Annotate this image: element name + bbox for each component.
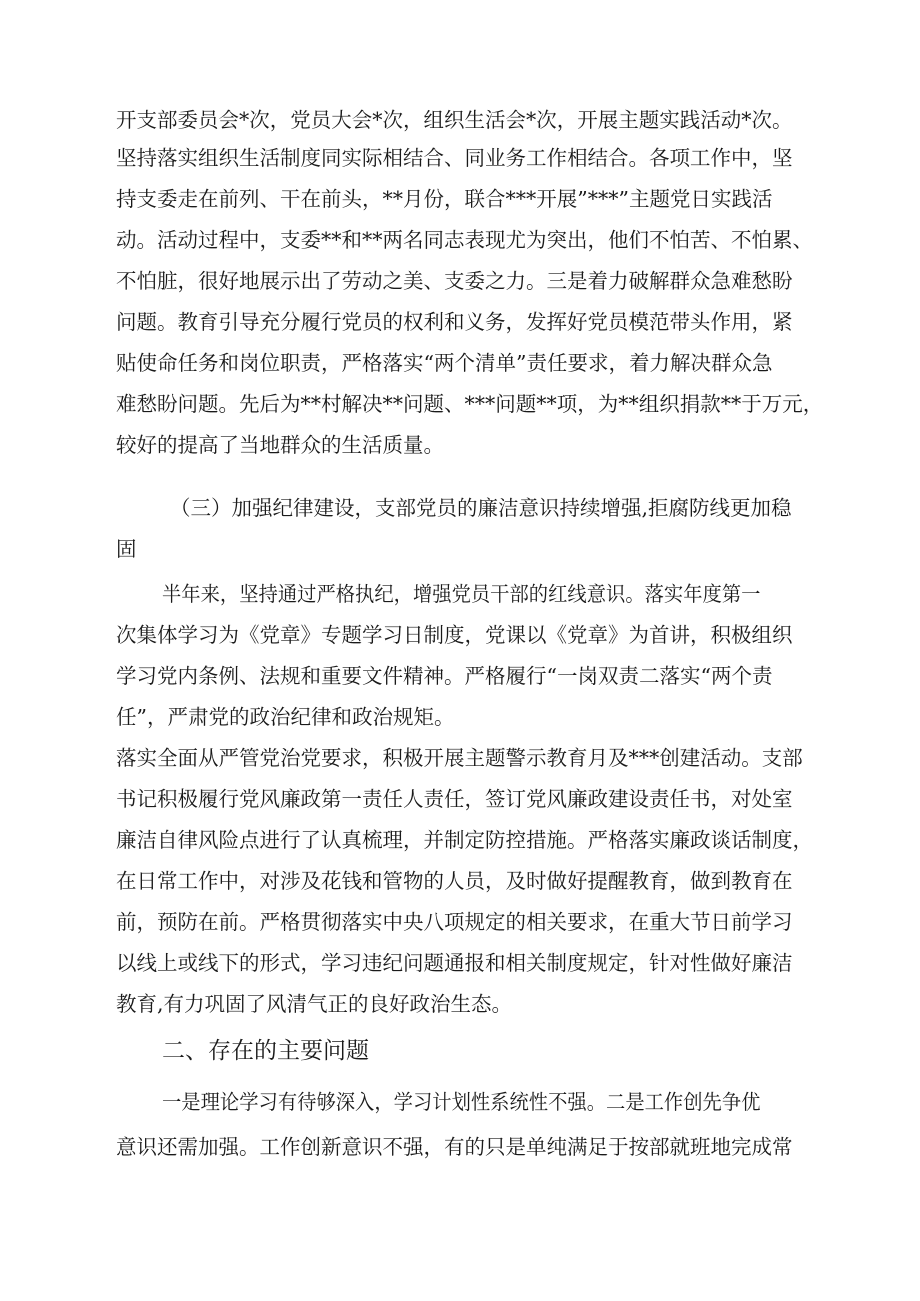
text-line: 动。活动过程中，支委**和**两名同志表现尤为突出，他们不怕苦、不怕累、 [116,228,813,252]
text-line: 开支部委员会*次，党员大会*次，组织生活会*次，开展主题实践活动*次。 [116,108,793,132]
text-line: 一是理论学习有待够深入，学习计划性系统性不强。二是工作创先争优 [162,1090,761,1114]
text-line: 前，预防在前。严格贯彻落实中央八项规定的相关要求，在重大节日前学习 [116,910,793,934]
text-line: 任”，严肃党的政治纪律和政治规矩。 [116,705,455,729]
section-heading: 二、存在的主要问题 [162,1038,369,1064]
text-line: 难愁盼问题。先后为**村解决**问题、***问题**项，为**组织捐款**于万元， [116,392,824,416]
text-line: 学习党内条例、法规和重要文件精神。严格履行“一岗双责二落实“两个责 [116,664,773,688]
text-line: 次集体学习为《党章》专题学习日制度，党课以《党章》为首讲，积极组织 [116,623,793,647]
text-line: 廉洁自律风险点进行了认真梳理，并制定防控措施。严格落实廉政谈话制度， [116,828,813,852]
text-line: 问题。教育引导充分履行党员的权利和义务，发挥好党员模范带头作用，紧 [116,310,793,334]
text-line: 坚持落实组织生活制度同实际相结合、同业务工作相结合。各项工作中，坚 [116,146,793,170]
text-line: 在日常工作中，对涉及花钱和管物的人员，及时做好提醒教育，做到教育在 [116,869,793,893]
text-line: 持支委走在前列、干在前头，**月份，联合***开展”***”主题党日实践活 [116,187,773,211]
text-line: 以线上或线下的形式，学习违纪问题通报和相关制度规定，针对性做好廉洁 [116,951,793,975]
text-line: 贴使命任务和岗位职责，严格落实“两个清单”责任要求，着力解决群众急 [116,351,773,375]
text-line: 不怕脏，很好地展示出了劳动之美、支委之力。三是着力破解群众急难愁盼 [116,269,793,293]
text-line: 半年来，坚持通过严格执纪，增强党员干部的红线意识。落实年度第一 [162,582,761,606]
text-line: 意识还需加强。工作创新意识不强，有的只是单纯满足于按部就班地完成常 [116,1135,793,1159]
subheading-line: （三）加强纪律建设，支部党员的廉洁意识持续增强,拒腐防线更加稳 [170,496,792,520]
text-line: 较好的提高了当地群众的生活质量。 [116,433,444,457]
text-line: 书记积极履行党风廉政第一责任人责任，签订党风廉政建设责任书，对处室 [116,787,793,811]
text-line: 教育,有力巩固了风清气正的良好政治生态。 [116,992,513,1016]
text-line: 落实全面从严管党治党要求，积极开展主题警示教育月及***创建活动。支部 [116,746,803,770]
subheading-line: 固 [116,537,137,561]
